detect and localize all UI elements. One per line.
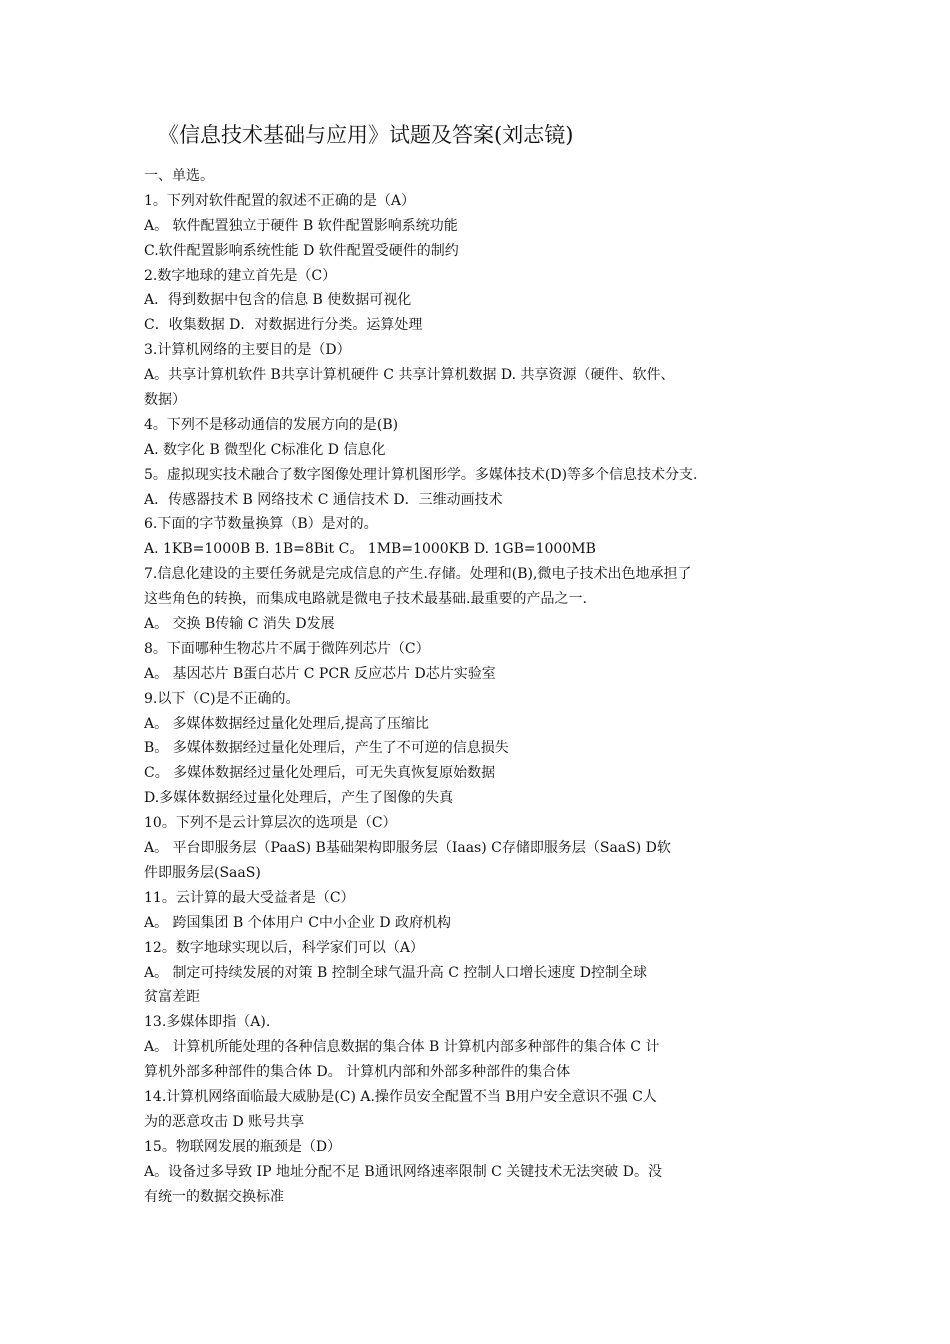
text-line: 有统一的数据交换标准 xyxy=(144,1188,284,1205)
text-line: 15。物联网发展的瓶颈是（D） xyxy=(144,1138,342,1155)
text-line: A. 1KB=1000B B. 1B=8Bit C。 1MB=1000KB D. 1GB=1000MB xyxy=(144,541,596,558)
text-line: A．得到数据中包含的信息 B 使数据可视化 xyxy=(144,292,412,309)
text-line: 1。下列对软件配置的叙述不正确的是（A） xyxy=(144,192,416,209)
document-body xyxy=(144,164,814,1209)
text-line: 10。下列不是云计算层次的选项是（C） xyxy=(144,815,397,832)
text-line: D.多媒体数据经过量化处理后，产生了图像的失真 xyxy=(144,790,454,807)
text-line: C.软件配置影响系统性能 D 软件配置受硬件的制约 xyxy=(144,242,459,259)
text-line: 数据） xyxy=(144,392,186,409)
text-line: 这些角色的转换，而集成电路就是微电子技术最基础.最重要的产品之一. xyxy=(144,591,587,608)
text-line: A。 基因芯片 B蛋白芯片 C PCR 反应芯片 D芯片实验室 xyxy=(144,665,496,682)
text-line: 3.计算机网络的主要目的是（D） xyxy=(144,342,351,359)
text-line: 8。下面哪种生物芯片不属于微阵列芯片（C） xyxy=(144,640,430,657)
text-line: A。 多媒体数据经过量化处理后,提高了压缩比 xyxy=(144,715,430,732)
text-line: 13.多媒体即指（A). xyxy=(144,1014,271,1031)
text-line: 11。云计算的最大受益者是（C） xyxy=(144,889,355,906)
text-line: 贫富差距 xyxy=(144,989,200,1006)
text-line: 12。数字地球实现以后，科学家们可以（A） xyxy=(144,939,424,956)
text-line: A. 数字化 B 微型化 C标准化 D 信息化 xyxy=(144,441,386,458)
document-title: 《信息技术基础与应用》试题及答案(刘志镜) xyxy=(158,123,574,147)
text-line: A。共享计算机软件 B共享计算机硬件 C 共享计算机数据 D. 共享资源（硬件、软件、 xyxy=(144,367,675,384)
text-line: 5。虚拟现实技术融合了数字图像处理计算机图形学。多媒体技术(D)等多个信息技术分支. xyxy=(144,466,698,483)
text-line: A。设备过多导致 IP 地址分配不足 B通讯网络速率限制 C 关键技术无法突破 D。没 xyxy=(144,1163,662,1180)
text-line: 6.下面的字节数量换算（B）是对的。 xyxy=(144,516,378,533)
text-line: 9.以下（C)是不正确的。 xyxy=(144,690,300,707)
text-line: 件即服务层(SaaS) xyxy=(144,864,261,881)
text-line: A。 计算机所能处理的各种信息数据的集合体 B 计算机内部多种部件的集合体 C 计 xyxy=(144,1039,660,1056)
text-line: 14.计算机网络面临最大威胁是(C) A.操作员安全配置不当 B用户安全意识不强 C人 xyxy=(144,1088,657,1105)
text-line: 一、单选。 xyxy=(144,168,214,184)
text-line: A。 平台即服务层（PaaS) B基础架构即服务层（Iaas) C存储即服务层（SaaS) D软 xyxy=(144,840,671,857)
text-line: C．收集数据 D．对数据进行分类。运算处理 xyxy=(144,317,423,334)
text-line: 2.数字地球的建立首先是（C） xyxy=(144,267,337,284)
text-line: 算机外部多种部件的集合体 D。 计算机内部和外部多种部件的集合体 xyxy=(144,1064,571,1081)
text-line: A．传感器技术 B 网络技术 C 通信技术 D．三维动画技术 xyxy=(144,491,503,508)
text-line: A。 软件配置独立于硬件 B 软件配置影响系统功能 xyxy=(144,217,458,234)
text-line: 7.信息化建设的主要任务就是完成信息的产生.存储。处理和(B),微电子技术出色地承担了 xyxy=(144,566,692,583)
text-line: A。 交换 B传输 C 消失 D发展 xyxy=(144,616,335,633)
text-line: B。 多媒体数据经过量化处理后，产生了不可逆的信息损失 xyxy=(144,740,509,757)
text-line: 为的恶意攻击 D 账号共享 xyxy=(144,1113,305,1130)
text-line: A。 制定可持续发展的对策 B 控制全球气温升高 C 控制人口增长速度 D控制全球 xyxy=(144,964,648,981)
text-line: C。 多媒体数据经过量化处理后，可无失真恢复原始数据 xyxy=(144,765,496,782)
text-line: A。 跨国集团 B 个体用户 C中小企业 D 政府机构 xyxy=(144,914,452,931)
text-line: 4。下列不是移动通信的发展方向的是(B) xyxy=(144,416,399,433)
